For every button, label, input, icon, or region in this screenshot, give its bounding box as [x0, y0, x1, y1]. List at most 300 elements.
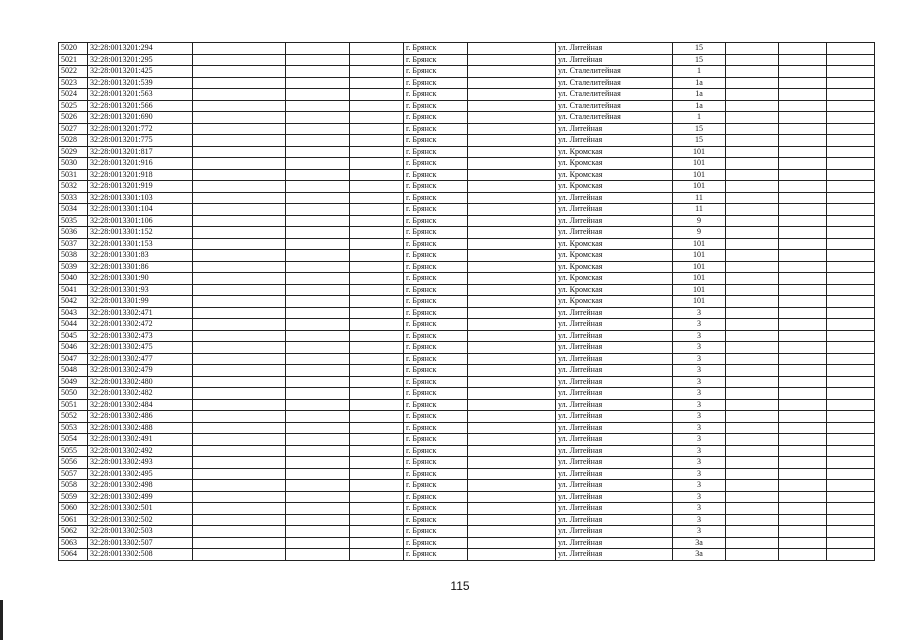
cadastral-number-cell: 32:28:0013201:295: [88, 54, 193, 66]
empty-cell: [827, 146, 875, 158]
cadastral-number-cell: 32:28:0013302:498: [88, 480, 193, 492]
empty-cell: [726, 158, 779, 170]
street-cell: ул. Сталелитейная: [556, 100, 673, 112]
city-cell: г. Брянск: [404, 353, 468, 365]
table-row: [59, 514, 875, 526]
empty-cell: [286, 445, 350, 457]
table-row: [59, 422, 875, 434]
empty-cell: [286, 307, 350, 319]
empty-cell: [350, 250, 404, 262]
empty-cell: [193, 250, 286, 262]
street-cell: ул. Сталелитейная: [556, 66, 673, 78]
empty-cell: [350, 537, 404, 549]
empty-cell: [779, 250, 827, 262]
empty-cell: [468, 307, 556, 319]
cadastral-number-cell: 32:28:0013302:484: [88, 399, 193, 411]
empty-cell: [286, 43, 350, 55]
street-cell: ул. Литейная: [556, 43, 673, 55]
empty-cell: [193, 66, 286, 78]
row-number-cell: 5035: [59, 215, 88, 227]
street-cell: ул. Литейная: [556, 319, 673, 331]
empty-cell: [779, 112, 827, 124]
house-number-cell: 3: [673, 388, 726, 400]
empty-cell: [726, 77, 779, 89]
street-cell: ул. Кромская: [556, 169, 673, 181]
empty-cell: [468, 434, 556, 446]
empty-cell: [286, 112, 350, 124]
row-number-cell: 5056: [59, 457, 88, 469]
city-cell: г. Брянск: [404, 215, 468, 227]
empty-cell: [827, 480, 875, 492]
empty-cell: [193, 192, 286, 204]
empty-cell: [286, 89, 350, 101]
empty-cell: [286, 434, 350, 446]
house-number-cell: 9: [673, 227, 726, 239]
empty-cell: [468, 146, 556, 158]
empty-cell: [193, 261, 286, 273]
empty-cell: [726, 307, 779, 319]
empty-cell: [468, 365, 556, 377]
empty-cell: [286, 388, 350, 400]
empty-cell: [779, 399, 827, 411]
empty-cell: [193, 399, 286, 411]
empty-cell: [827, 388, 875, 400]
cadastral-number-cell: 32:28:0013301:106: [88, 215, 193, 227]
empty-cell: [827, 399, 875, 411]
row-number-cell: 5044: [59, 319, 88, 331]
street-cell: ул. Сталелитейная: [556, 77, 673, 89]
street-cell: ул. Кромская: [556, 296, 673, 308]
empty-cell: [468, 215, 556, 227]
empty-cell: [468, 227, 556, 239]
table-row: [59, 158, 875, 170]
row-number-cell: 5057: [59, 468, 88, 480]
empty-cell: [468, 169, 556, 181]
house-number-cell: 3а: [673, 549, 726, 561]
table-row: [59, 261, 875, 273]
street-cell: ул. Кромская: [556, 250, 673, 262]
empty-cell: [726, 135, 779, 147]
empty-cell: [779, 100, 827, 112]
empty-cell: [726, 284, 779, 296]
row-number-cell: 5024: [59, 89, 88, 101]
empty-cell: [193, 146, 286, 158]
empty-cell: [350, 123, 404, 135]
table-row: [59, 457, 875, 469]
table-row: [59, 411, 875, 423]
empty-cell: [726, 261, 779, 273]
empty-cell: [779, 365, 827, 377]
street-cell: ул. Сталелитейная: [556, 112, 673, 124]
empty-cell: [350, 284, 404, 296]
empty-cell: [350, 146, 404, 158]
empty-cell: [468, 158, 556, 170]
empty-cell: [468, 537, 556, 549]
street-cell: ул. Литейная: [556, 526, 673, 538]
table-row: [59, 296, 875, 308]
city-cell: г. Брянск: [404, 77, 468, 89]
empty-cell: [779, 468, 827, 480]
house-number-cell: 101: [673, 296, 726, 308]
house-number-cell: 3: [673, 457, 726, 469]
street-cell: ул. Кромская: [556, 261, 673, 273]
table-row: [59, 319, 875, 331]
empty-cell: [779, 204, 827, 216]
empty-cell: [779, 376, 827, 388]
empty-cell: [779, 422, 827, 434]
table-row: [59, 353, 875, 365]
city-cell: г. Брянск: [404, 100, 468, 112]
table-row: [59, 181, 875, 193]
empty-cell: [193, 468, 286, 480]
empty-cell: [726, 250, 779, 262]
house-number-cell: 101: [673, 238, 726, 250]
empty-cell: [468, 123, 556, 135]
empty-cell: [350, 100, 404, 112]
empty-cell: [726, 181, 779, 193]
table-row: [59, 388, 875, 400]
empty-cell: [350, 365, 404, 377]
house-number-cell: 101: [673, 181, 726, 193]
city-cell: г. Брянск: [404, 342, 468, 354]
cadastral-number-cell: 32:28:0013302:473: [88, 330, 193, 342]
empty-cell: [468, 468, 556, 480]
city-cell: г. Брянск: [404, 181, 468, 193]
row-number-cell: 5045: [59, 330, 88, 342]
city-cell: г. Брянск: [404, 296, 468, 308]
street-cell: ул. Литейная: [556, 388, 673, 400]
empty-cell: [827, 319, 875, 331]
empty-cell: [193, 491, 286, 503]
cadastral-number-cell: 32:28:0013201:690: [88, 112, 193, 124]
cadastral-number-cell: 32:28:0013302:486: [88, 411, 193, 423]
empty-cell: [779, 192, 827, 204]
empty-cell: [726, 215, 779, 227]
street-cell: ул. Кромская: [556, 181, 673, 193]
empty-cell: [468, 296, 556, 308]
empty-cell: [779, 261, 827, 273]
street-cell: ул. Литейная: [556, 135, 673, 147]
empty-cell: [827, 365, 875, 377]
empty-cell: [726, 422, 779, 434]
house-number-cell: 1а: [673, 89, 726, 101]
empty-cell: [193, 123, 286, 135]
empty-cell: [286, 261, 350, 273]
table-row: [59, 43, 875, 55]
city-cell: г. Брянск: [404, 411, 468, 423]
empty-cell: [468, 250, 556, 262]
table-row: [59, 307, 875, 319]
empty-cell: [286, 514, 350, 526]
empty-cell: [193, 422, 286, 434]
street-cell: ул. Литейная: [556, 468, 673, 480]
empty-cell: [779, 457, 827, 469]
empty-cell: [350, 445, 404, 457]
row-number-cell: 5027: [59, 123, 88, 135]
empty-cell: [193, 215, 286, 227]
row-number-cell: 5060: [59, 503, 88, 515]
city-cell: г. Брянск: [404, 204, 468, 216]
empty-cell: [193, 158, 286, 170]
city-cell: г. Брянск: [404, 503, 468, 515]
empty-cell: [193, 284, 286, 296]
empty-cell: [726, 445, 779, 457]
row-number-cell: 5049: [59, 376, 88, 388]
table-row: [59, 365, 875, 377]
table-row: [59, 434, 875, 446]
empty-cell: [350, 399, 404, 411]
empty-cell: [779, 319, 827, 331]
house-number-cell: 11: [673, 204, 726, 216]
street-cell: ул. Литейная: [556, 204, 673, 216]
row-number-cell: 5041: [59, 284, 88, 296]
empty-cell: [779, 388, 827, 400]
row-number-cell: 5059: [59, 491, 88, 503]
table-row: [59, 399, 875, 411]
house-number-cell: 3: [673, 307, 726, 319]
house-number-cell: 15: [673, 43, 726, 55]
empty-cell: [827, 411, 875, 423]
empty-cell: [286, 146, 350, 158]
cadastral-number-cell: 32:28:0013302:493: [88, 457, 193, 469]
empty-cell: [468, 353, 556, 365]
city-cell: г. Брянск: [404, 54, 468, 66]
empty-cell: [193, 307, 286, 319]
empty-cell: [726, 169, 779, 181]
empty-cell: [827, 123, 875, 135]
page-number: 115: [450, 579, 470, 593]
empty-cell: [827, 273, 875, 285]
house-number-cell: 1: [673, 66, 726, 78]
empty-cell: [827, 238, 875, 250]
empty-cell: [726, 89, 779, 101]
table-row: [59, 227, 875, 239]
empty-cell: [286, 330, 350, 342]
empty-cell: [726, 399, 779, 411]
row-number-cell: 5037: [59, 238, 88, 250]
empty-cell: [779, 54, 827, 66]
cadastral-number-cell: 32:28:0013201:294: [88, 43, 193, 55]
empty-cell: [193, 112, 286, 124]
empty-cell: [286, 457, 350, 469]
empty-cell: [468, 491, 556, 503]
empty-cell: [827, 215, 875, 227]
house-number-cell: 101: [673, 250, 726, 262]
empty-cell: [350, 215, 404, 227]
empty-cell: [350, 181, 404, 193]
table-row: [59, 215, 875, 227]
city-cell: г. Брянск: [404, 261, 468, 273]
empty-cell: [350, 227, 404, 239]
empty-cell: [779, 503, 827, 515]
empty-cell: [726, 376, 779, 388]
empty-cell: [726, 43, 779, 55]
empty-cell: [827, 169, 875, 181]
row-number-cell: 5047: [59, 353, 88, 365]
empty-cell: [827, 54, 875, 66]
row-number-cell: 5043: [59, 307, 88, 319]
cadastral-number-cell: 32:28:0013301:93: [88, 284, 193, 296]
city-cell: г. Брянск: [404, 250, 468, 262]
house-number-cell: 3: [673, 514, 726, 526]
empty-cell: [193, 181, 286, 193]
table-row: [59, 135, 875, 147]
empty-cell: [779, 549, 827, 561]
empty-cell: [193, 411, 286, 423]
street-cell: ул. Литейная: [556, 503, 673, 515]
street-cell: ул. Литейная: [556, 215, 673, 227]
cadastral-number-cell: 32:28:0013302:508: [88, 549, 193, 561]
empty-cell: [726, 537, 779, 549]
house-number-cell: 3: [673, 330, 726, 342]
empty-cell: [779, 537, 827, 549]
empty-cell: [193, 434, 286, 446]
street-cell: ул. Литейная: [556, 365, 673, 377]
city-cell: г. Брянск: [404, 43, 468, 55]
cadastral-number-cell: 32:28:0013201:425: [88, 66, 193, 78]
street-cell: ул. Кромская: [556, 273, 673, 285]
empty-cell: [193, 365, 286, 377]
row-number-cell: 5034: [59, 204, 88, 216]
empty-cell: [726, 123, 779, 135]
empty-cell: [827, 503, 875, 515]
empty-cell: [726, 503, 779, 515]
empty-cell: [193, 273, 286, 285]
empty-cell: [468, 376, 556, 388]
empty-cell: [350, 503, 404, 515]
empty-cell: [193, 169, 286, 181]
table-row: [59, 491, 875, 503]
house-number-cell: 101: [673, 273, 726, 285]
empty-cell: [286, 353, 350, 365]
house-number-cell: 3: [673, 342, 726, 354]
empty-cell: [827, 261, 875, 273]
empty-cell: [286, 342, 350, 354]
cadastral-number-cell: 32:28:0013201:566: [88, 100, 193, 112]
empty-cell: [350, 204, 404, 216]
empty-cell: [350, 388, 404, 400]
row-number-cell: 5026: [59, 112, 88, 124]
row-number-cell: 5023: [59, 77, 88, 89]
empty-cell: [350, 169, 404, 181]
cadastral-number-cell: 32:28:0013302:479: [88, 365, 193, 377]
empty-cell: [779, 514, 827, 526]
row-number-cell: 5021: [59, 54, 88, 66]
cadastral-number-cell: 32:28:0013301:90: [88, 273, 193, 285]
house-number-cell: 101: [673, 146, 726, 158]
table-row: [59, 526, 875, 538]
house-number-cell: 3: [673, 526, 726, 538]
empty-cell: [827, 468, 875, 480]
city-cell: г. Брянск: [404, 537, 468, 549]
empty-cell: [468, 388, 556, 400]
table-row: [59, 330, 875, 342]
street-cell: ул. Сталелитейная: [556, 89, 673, 101]
empty-cell: [779, 307, 827, 319]
table-row: [59, 89, 875, 101]
empty-cell: [827, 457, 875, 469]
empty-cell: [286, 238, 350, 250]
empty-cell: [726, 457, 779, 469]
city-cell: г. Брянск: [404, 491, 468, 503]
empty-cell: [827, 514, 875, 526]
empty-cell: [726, 480, 779, 492]
empty-cell: [827, 77, 875, 89]
house-number-cell: 3: [673, 491, 726, 503]
row-number-cell: 5038: [59, 250, 88, 262]
empty-cell: [350, 526, 404, 538]
empty-cell: [286, 422, 350, 434]
empty-cell: [468, 204, 556, 216]
empty-cell: [193, 503, 286, 515]
registry-table-body: [59, 43, 875, 561]
row-number-cell: 5028: [59, 135, 88, 147]
empty-cell: [193, 204, 286, 216]
street-cell: ул. Литейная: [556, 307, 673, 319]
cadastral-number-cell: 32:28:0013301:153: [88, 238, 193, 250]
city-cell: г. Брянск: [404, 365, 468, 377]
empty-cell: [193, 445, 286, 457]
empty-cell: [468, 66, 556, 78]
empty-cell: [468, 89, 556, 101]
empty-cell: [779, 43, 827, 55]
row-number-cell: 5040: [59, 273, 88, 285]
empty-cell: [468, 273, 556, 285]
house-number-cell: 15: [673, 135, 726, 147]
street-cell: ул. Литейная: [556, 491, 673, 503]
city-cell: г. Брянск: [404, 526, 468, 538]
row-number-cell: 5061: [59, 514, 88, 526]
table-row: [59, 169, 875, 181]
empty-cell: [779, 227, 827, 239]
cadastral-number-cell: 32:28:0013302:491: [88, 434, 193, 446]
city-cell: г. Брянск: [404, 284, 468, 296]
empty-cell: [779, 77, 827, 89]
empty-cell: [779, 135, 827, 147]
empty-cell: [350, 491, 404, 503]
empty-cell: [779, 89, 827, 101]
empty-cell: [779, 526, 827, 538]
empty-cell: [726, 100, 779, 112]
table-row: [59, 480, 875, 492]
cadastral-number-cell: 32:28:0013201:563: [88, 89, 193, 101]
street-cell: ул. Литейная: [556, 353, 673, 365]
empty-cell: [286, 411, 350, 423]
street-cell: ул. Литейная: [556, 227, 673, 239]
empty-cell: [726, 204, 779, 216]
empty-cell: [193, 330, 286, 342]
empty-cell: [468, 77, 556, 89]
empty-cell: [193, 296, 286, 308]
empty-cell: [350, 43, 404, 55]
street-cell: ул. Кромская: [556, 284, 673, 296]
empty-cell: [827, 89, 875, 101]
empty-cell: [827, 491, 875, 503]
empty-cell: [286, 526, 350, 538]
empty-cell: [350, 342, 404, 354]
cadastral-number-cell: 32:28:0013302:501: [88, 503, 193, 515]
empty-cell: [350, 376, 404, 388]
empty-cell: [350, 330, 404, 342]
empty-cell: [779, 330, 827, 342]
table-row: [59, 54, 875, 66]
house-number-cell: 1: [673, 112, 726, 124]
street-cell: ул. Литейная: [556, 54, 673, 66]
house-number-cell: 3: [673, 445, 726, 457]
cadastral-number-cell: 32:28:0013201:539: [88, 77, 193, 89]
empty-cell: [827, 526, 875, 538]
empty-cell: [468, 480, 556, 492]
